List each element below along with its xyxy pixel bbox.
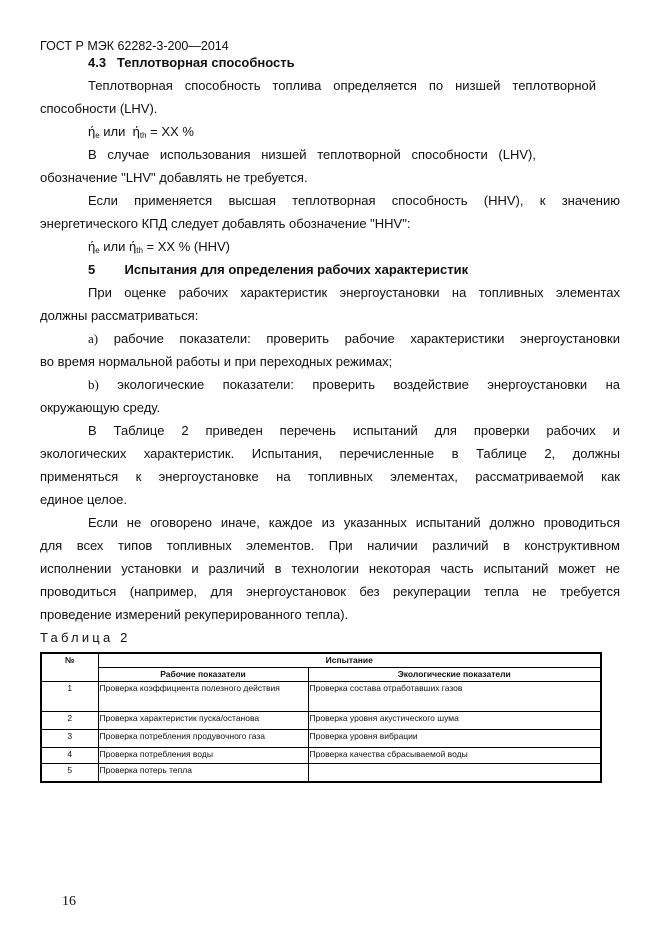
table-row bbox=[41, 712, 601, 730]
section-title: Теплотворная способность bbox=[116, 55, 295, 70]
tests-table bbox=[40, 652, 602, 783]
formula-hhv: $ή_e$ или $ή_{th}$ = XX % (HHV) bbox=[88, 239, 230, 255]
table-row bbox=[41, 764, 601, 782]
paragraph-line: для всех типов топливных элементов. При наличии различий в конструктивном bbox=[40, 538, 620, 553]
paragraph-line: применяться к энергоустановке на топливных элементах, рассматриваемой как bbox=[40, 469, 620, 484]
paragraph-line: Если не оговорено иначе, каждое из указанных испытаний должно проводиться bbox=[88, 515, 620, 530]
table-row bbox=[41, 748, 601, 764]
row-number: 1 bbox=[41, 682, 98, 712]
paragraph-line: обозначение "LHV" добавлять не требуется. bbox=[40, 170, 308, 185]
work-test: Проверка коэффициента полезного действия bbox=[98, 682, 308, 712]
header-eco-indicators: Экологические показатели bbox=[308, 668, 601, 682]
eco-test: Проверка состава отработавших газов bbox=[308, 682, 601, 712]
paragraph-line: При оценке рабочих характеристик энергоустановки на топливных элементах bbox=[88, 285, 620, 300]
table-caption: Таблица 2 bbox=[40, 630, 131, 645]
paragraph-line: во время нормальной работы и при переходных режимах; bbox=[40, 354, 393, 369]
paragraph-line: В Таблице 2 приведен перечень испытаний для проверки рабочих и bbox=[88, 423, 620, 438]
section-number: 5 bbox=[88, 262, 96, 277]
formula-lhv: $ή_e$ или $ή_{th}$ = XX % bbox=[88, 124, 194, 140]
list-marker: a) bbox=[88, 331, 99, 346]
eco-test: Проверка уровня вибрации bbox=[308, 730, 601, 748]
paragraph-line: экологических характеристик. Испытания, перечисленные в Таблице 2, должны bbox=[40, 446, 620, 461]
paragraph-line: Если применяется высшая теплотворная способность (HHV), к значению bbox=[88, 193, 620, 208]
header-number: № bbox=[41, 653, 98, 682]
paragraph-line: В случае использования низшей теплотворной способности (LHV), bbox=[88, 147, 536, 162]
work-test: Проверка потребления продувочного газа bbox=[98, 730, 308, 748]
paragraph-line: исполнении установки и различий в технологии некоторая часть испытаний может не bbox=[40, 561, 620, 576]
section-number: 4.3 bbox=[88, 55, 107, 70]
paragraph-line: должны рассматриваться: bbox=[40, 308, 199, 323]
section-4-3-heading bbox=[88, 55, 295, 70]
paragraph-line: способности (LHV). bbox=[40, 101, 158, 116]
paragraph-line: окружающую среду. bbox=[40, 400, 161, 415]
section-title: Испытания для определения рабочих характеристик bbox=[124, 262, 469, 277]
work-test: Проверка характеристик пуска/останова bbox=[98, 712, 308, 730]
header-test: Испытание bbox=[98, 653, 601, 668]
row-number: 2 bbox=[41, 712, 98, 730]
work-test: Проверка потерь тепла bbox=[98, 764, 308, 782]
table-row bbox=[41, 730, 601, 748]
paragraph-line: проведение измерений рекуперированного тепла). bbox=[40, 607, 349, 622]
header-work-indicators: Рабочие показатели bbox=[98, 668, 308, 682]
document-header: ГОСТ Р МЭК 62282-3-200—2014 bbox=[40, 39, 229, 53]
page-number: 16 bbox=[62, 894, 76, 909]
eco-test: Проверка уровня акустического шума bbox=[308, 712, 601, 730]
paragraph-line: единое целое. bbox=[40, 492, 127, 507]
paragraph-line: энергетического КПД следует добавлять обозначение "HHV": bbox=[40, 216, 411, 231]
row-number: 3 bbox=[41, 730, 98, 748]
list-item-a: a) рабочие показатели: проверить рабочие характеристики энергоустановки bbox=[88, 331, 620, 346]
list-item-b: b) экологические показатели: проверить воздействие энергоустановки на bbox=[88, 377, 620, 392]
paragraph-line: Теплотворная способность топлива определяется по низшей теплотворной bbox=[88, 78, 596, 93]
section-5-heading bbox=[88, 262, 468, 277]
row-number: 4 bbox=[41, 748, 98, 764]
paragraph-line: проводиться (например, для энергоустановок без рекуперации тепла не требуется bbox=[40, 584, 620, 599]
eco-test bbox=[308, 764, 601, 782]
row-number: 5 bbox=[41, 764, 98, 782]
work-test: Проверка потребления воды bbox=[98, 748, 308, 764]
table-row bbox=[41, 682, 601, 712]
list-marker: b) bbox=[88, 377, 99, 392]
eco-test: Проверка качества сбрасываемой воды bbox=[308, 748, 601, 764]
